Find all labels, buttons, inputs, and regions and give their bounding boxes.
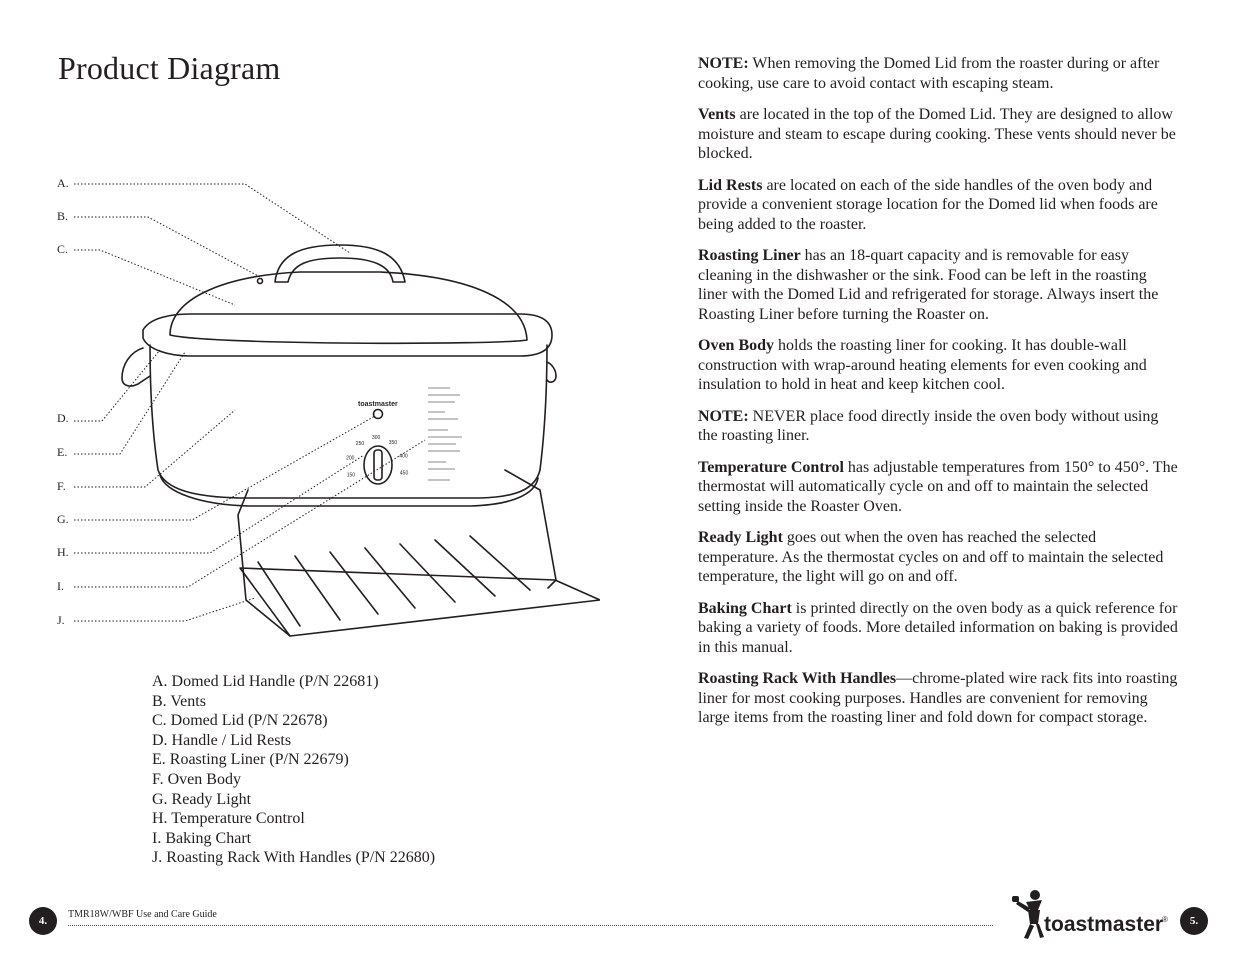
description-term: Roasting Rack With Handles — [698, 670, 897, 687]
part-descriptions — [698, 54, 1180, 740]
parts-list-item: A. Domed Lid Handle (P/N 22681) — [152, 673, 379, 690]
page-title: Product Diagram — [58, 50, 281, 86]
right-handle — [547, 362, 556, 382]
description-paragraph — [698, 105, 1180, 164]
parts-list-item: E. Roasting Liner (P/N 22679) — [152, 751, 349, 769]
dial-temp-label: 250 — [355, 440, 365, 447]
right-page-number: 5. — [1180, 907, 1208, 935]
description-term: Roasting Liner — [698, 247, 801, 264]
description-text: is printed directly on the oven body as a quick reference for baking a variety of foods. More detailed information on baking is provided in this manual. — [698, 599, 1178, 656]
description-text: are located in the top of the Domed Lid. They are designed to allow moisture and steam to escape during cooking. These vents should never be blocked. — [698, 106, 1176, 162]
description-term: Vents — [698, 106, 736, 123]
left-page-number: 4. — [29, 907, 57, 935]
parts-list-item: D. Handle / Lid Rests — [152, 731, 292, 749]
callout-label: C. — [57, 242, 69, 256]
rack-handle-right — [505, 470, 556, 588]
description-paragraph — [698, 599, 1180, 658]
callout-label: B. — [57, 209, 69, 223]
parts-list-item: G. Ready Light — [152, 790, 252, 808]
description-paragraph — [698, 458, 1180, 517]
callout-label: J. — [57, 613, 65, 627]
vent — [258, 279, 263, 284]
parts-list-item: H. Temperature Control — [152, 810, 305, 828]
description-paragraph — [698, 407, 1180, 446]
callout-label: A. — [57, 176, 69, 190]
description-term: NOTE: — [698, 55, 749, 72]
footer-rule — [68, 925, 993, 926]
description-text: has adjustable temperatures from 150° to 450°. The thermostat will automatically cycle on and off to maintain the selected setting inside the Roaster Oven. — [698, 458, 1178, 515]
description-text: goes out when the oven has reached the selected temperature. As the thermostat cycles on and off to maintain the selected temperature, the light will go on and off. — [698, 529, 1164, 585]
description-term: Ready Light — [698, 529, 783, 546]
lid-handle — [275, 245, 405, 282]
guide-title: TMR18W/WBF Use and Care Guide — [68, 909, 217, 920]
dial-temp-label: 400 — [399, 453, 408, 460]
callout-label: I. — [57, 579, 64, 593]
description-term: Oven Body — [698, 337, 775, 354]
callout-label: E. — [57, 445, 68, 459]
dial-temp-label: 300 — [372, 435, 381, 441]
dial-temp-label: 350 — [388, 439, 398, 446]
chef-mascot-icon — [1012, 890, 1044, 939]
parts-list-item: F. Oven Body — [152, 770, 241, 788]
description-term: NOTE: — [698, 407, 749, 425]
roasting-rack — [240, 568, 600, 636]
parts-list — [152, 672, 435, 868]
description-paragraph — [698, 669, 1180, 728]
callout-label: F. — [57, 479, 66, 493]
description-paragraph — [698, 246, 1180, 324]
left-handle — [122, 348, 150, 386]
description-text: are located on each of the side handles of the oven body and provide a convenient storage location for the Domed lid when foods are being added to the roaster. — [698, 176, 1158, 233]
body-brand: toastmaster — [358, 401, 398, 408]
description-term: Baking Chart — [698, 599, 792, 617]
dial-temp-label: 200 — [346, 455, 355, 462]
temperature-dial — [364, 446, 392, 484]
description-paragraph — [698, 336, 1180, 395]
description-paragraph — [698, 528, 1180, 587]
description-text: —chrome-plated wire rack fits into roasting liner for most cooking purposes. Handles are convenient for removing large items from the roasting liner and fold down for compact storage. — [698, 670, 1178, 726]
svg-text:®: ® — [1162, 915, 1168, 924]
ready-light — [374, 410, 383, 419]
callout-label: D. — [57, 411, 69, 425]
parts-list-item: C. Domed Lid (P/N 22678) — [152, 712, 328, 730]
description-text: When removing the Domed Lid from the roaster during or after cooking, use care to avoid contact with escaping steam. — [698, 55, 1160, 92]
parts-list-item: J. Roasting Rack With Handles (P/N 22680) — [152, 849, 436, 867]
description-paragraph — [698, 176, 1180, 235]
description-text: NEVER place food directly inside the oven body without using the roasting liner. — [698, 407, 1159, 444]
description-text: has an 18-quart capacity and is removable for easy cleaning in the dishwasher or the sink. Food can be left in the roasting liner with the Domed Lid and refrigerated for storage. Always insert the Roasting Liner before turning the Roaster on. — [698, 247, 1159, 323]
svg-text:toastmaster: toastmaster — [1044, 913, 1164, 936]
description-term: Lid Rests — [698, 176, 763, 194]
rack-handle-left — [238, 490, 290, 636]
parts-list-item: B. Vents — [152, 692, 206, 710]
dial-temp-label: 150 — [346, 472, 356, 479]
dial-temp-label: 450 — [399, 470, 409, 477]
callout-label: H. — [57, 545, 69, 559]
domed-lid — [170, 272, 527, 343]
parts-list-item: I. Baking Chart — [152, 829, 252, 847]
callout-label: G. — [57, 512, 69, 526]
toastmaster-logo — [1008, 888, 1173, 946]
baking-chart — [428, 388, 462, 480]
description-term: Temperature Control — [698, 458, 844, 476]
description-paragraph — [698, 54, 1180, 93]
roaster-diagram — [0, 160, 600, 660]
body-rim — [143, 314, 552, 356]
description-text: holds the roasting liner for cooking. It has double-wall construction with wrap-around heating elements for even cooking and insulation to hold in heat and keep kitchen cool. — [698, 337, 1147, 393]
